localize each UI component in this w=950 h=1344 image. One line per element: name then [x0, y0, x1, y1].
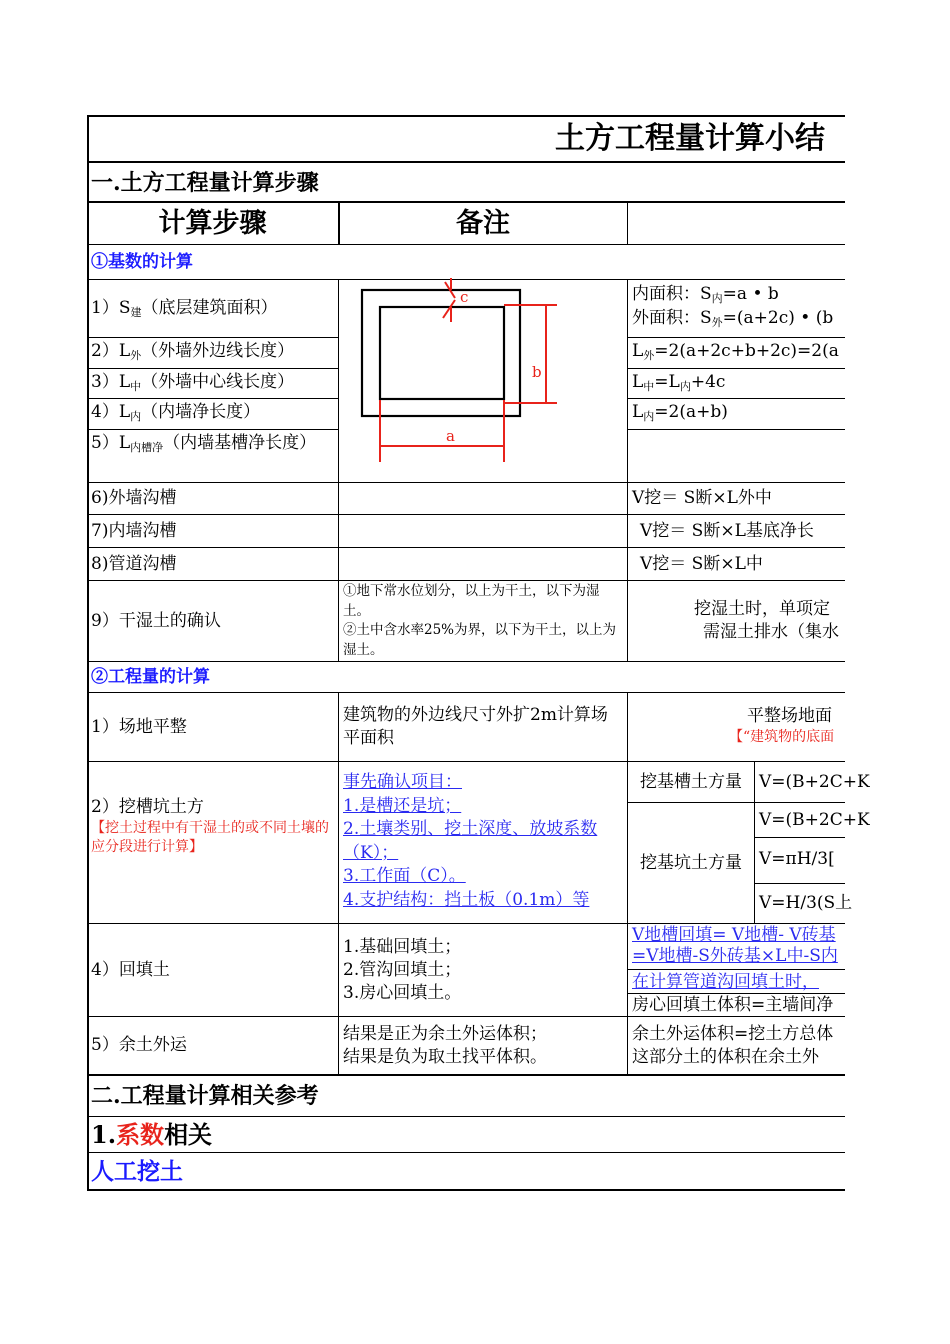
row-8-formula: V挖＝ S断×L中	[628, 548, 845, 581]
q4-note: 1.基础回填土； 2.管沟回填土； 3.房心回填土。	[339, 924, 628, 1017]
q1-formula: 平整场地面 【“建筑物的底面	[628, 693, 845, 762]
row-6-label: 6)外墙沟槽	[87, 483, 339, 515]
dim-c-label: c	[460, 288, 469, 306]
q4-formula-1[interactable]: V地槽回填= V地槽- V砖基 =V地槽-S外砖基×L中-S内	[628, 924, 845, 970]
row-9-note: ①地下常水位划分，以上为干土，以下为湿土。 ②土中含水率25%为界，以下为干土，以上为湿土。	[339, 581, 628, 662]
row-9-formula: 挖湿土时，单项定 需湿土排水（集水	[628, 581, 845, 662]
header-empty	[628, 203, 845, 245]
q2-groove-label: 挖基槽土方量	[628, 762, 755, 803]
q1-note: 建筑物的外边线尺寸外扩2m计算场平面积	[339, 693, 628, 762]
q2-note	[339, 762, 628, 924]
q1-label: 1）场地平整	[87, 693, 339, 762]
row-1-formula: 内面积：$S_内=a$ • b 外面积：$S_外=(a+2c)$ • (b	[628, 280, 845, 338]
link-working-face[interactable]: 3.工作面（C）。	[343, 866, 466, 886]
diagram-cell	[339, 280, 628, 483]
row-3-formula: $L_中=L_内+4c$	[628, 369, 845, 399]
q2-label: 2）挖槽坑土方 【挖土过程中有干湿土的或不同土壤的应分段进行计算】	[87, 762, 339, 924]
dim-a-label: a	[446, 427, 455, 445]
row-4-formula: $L_内=2(a+b)$	[628, 399, 845, 430]
row-7-formula: V挖＝ S断×L基底净长	[628, 515, 845, 548]
q2-pit-formula-3: V=H/3(S上	[755, 884, 845, 924]
link-confirm-items[interactable]: 事先确认项目：	[343, 772, 462, 792]
section-heading-1: 一.土方工程量计算步骤	[87, 163, 845, 203]
subsection-manual-digging: 人工挖土	[91, 1158, 183, 1185]
link-soil-type[interactable]: 2.土壤类别、挖土深度、放坡系数（K）；	[343, 819, 598, 863]
row-8-label: 8)管道沟槽	[87, 548, 339, 581]
spreadsheet	[87, 115, 870, 1191]
row-7-label: 7)内墙沟槽	[87, 515, 339, 548]
q2-pit-formula-1: V=(B+2C+K	[755, 803, 845, 838]
section-heading-2: 二.工程量计算相关参考	[87, 1075, 845, 1117]
q2-pit-formula-2: V=πH/3[	[755, 838, 845, 884]
q5-note: 结果是正为余土外运体积； 结果是负为取土找平体积。	[339, 1017, 628, 1075]
col-divider-1	[339, 203, 340, 245]
row-7-note	[339, 515, 628, 548]
row-9-label: 9）干湿土的确认	[87, 581, 339, 662]
row-2-label: $2)L_外$（外墙外边线长度）	[87, 338, 339, 369]
header-steps: 计算步骤	[87, 203, 339, 245]
dim-b-label: b	[532, 363, 542, 381]
row-6-note	[339, 483, 628, 515]
row-1-label: $1)S_建$（底层建筑面积）	[87, 280, 339, 338]
row-8-note	[339, 548, 628, 581]
q4-formula-2[interactable]: 在计算管道沟回填土时，	[628, 970, 845, 994]
q4-formula-3: 房心回填土体积=主墙间净	[628, 994, 845, 1017]
q5-formula: 余土外运体积=挖土方总体 这部分土的体积在余土外	[628, 1017, 845, 1075]
q4-label: 4）回填土	[87, 924, 339, 1017]
row-2-formula: $L_外=2(a+2c+b+2c)=2(a$	[628, 338, 845, 369]
q2-groove-formula: V=(B+2C+K	[755, 762, 845, 803]
q5-label: 5）余土外运	[87, 1017, 339, 1075]
row-5-label: $5)L_{内槽净}$（内墙基槽净长度）	[87, 430, 339, 483]
link-support[interactable]: 4.支护结构：挡土板（0.1m）等	[343, 889, 590, 910]
row-3-label: $3)L_中$（外墙中心线长度）	[87, 369, 339, 399]
row-4-label: $4)L_内$（内墙净长度）	[87, 399, 339, 430]
subheading-quantity-calc: ②工程量的计算	[87, 662, 845, 693]
page-title: 土方工程量计算小结	[555, 121, 825, 156]
row-6-formula: V挖＝ S断×L外中	[628, 483, 845, 515]
link-groove-or-pit[interactable]: 1.是槽还是坑；	[343, 795, 462, 816]
subheading-base-calc: ①基数的计算	[87, 245, 845, 280]
foundation-plan-diagram	[339, 280, 628, 483]
page-title-cell	[87, 115, 845, 163]
header-notes: 备注	[339, 203, 628, 245]
row-5-formula	[628, 430, 845, 483]
subsection-coefficient: 1.系数相关	[87, 1117, 845, 1153]
q2-pit-label: 挖基坑土方量	[628, 803, 755, 924]
